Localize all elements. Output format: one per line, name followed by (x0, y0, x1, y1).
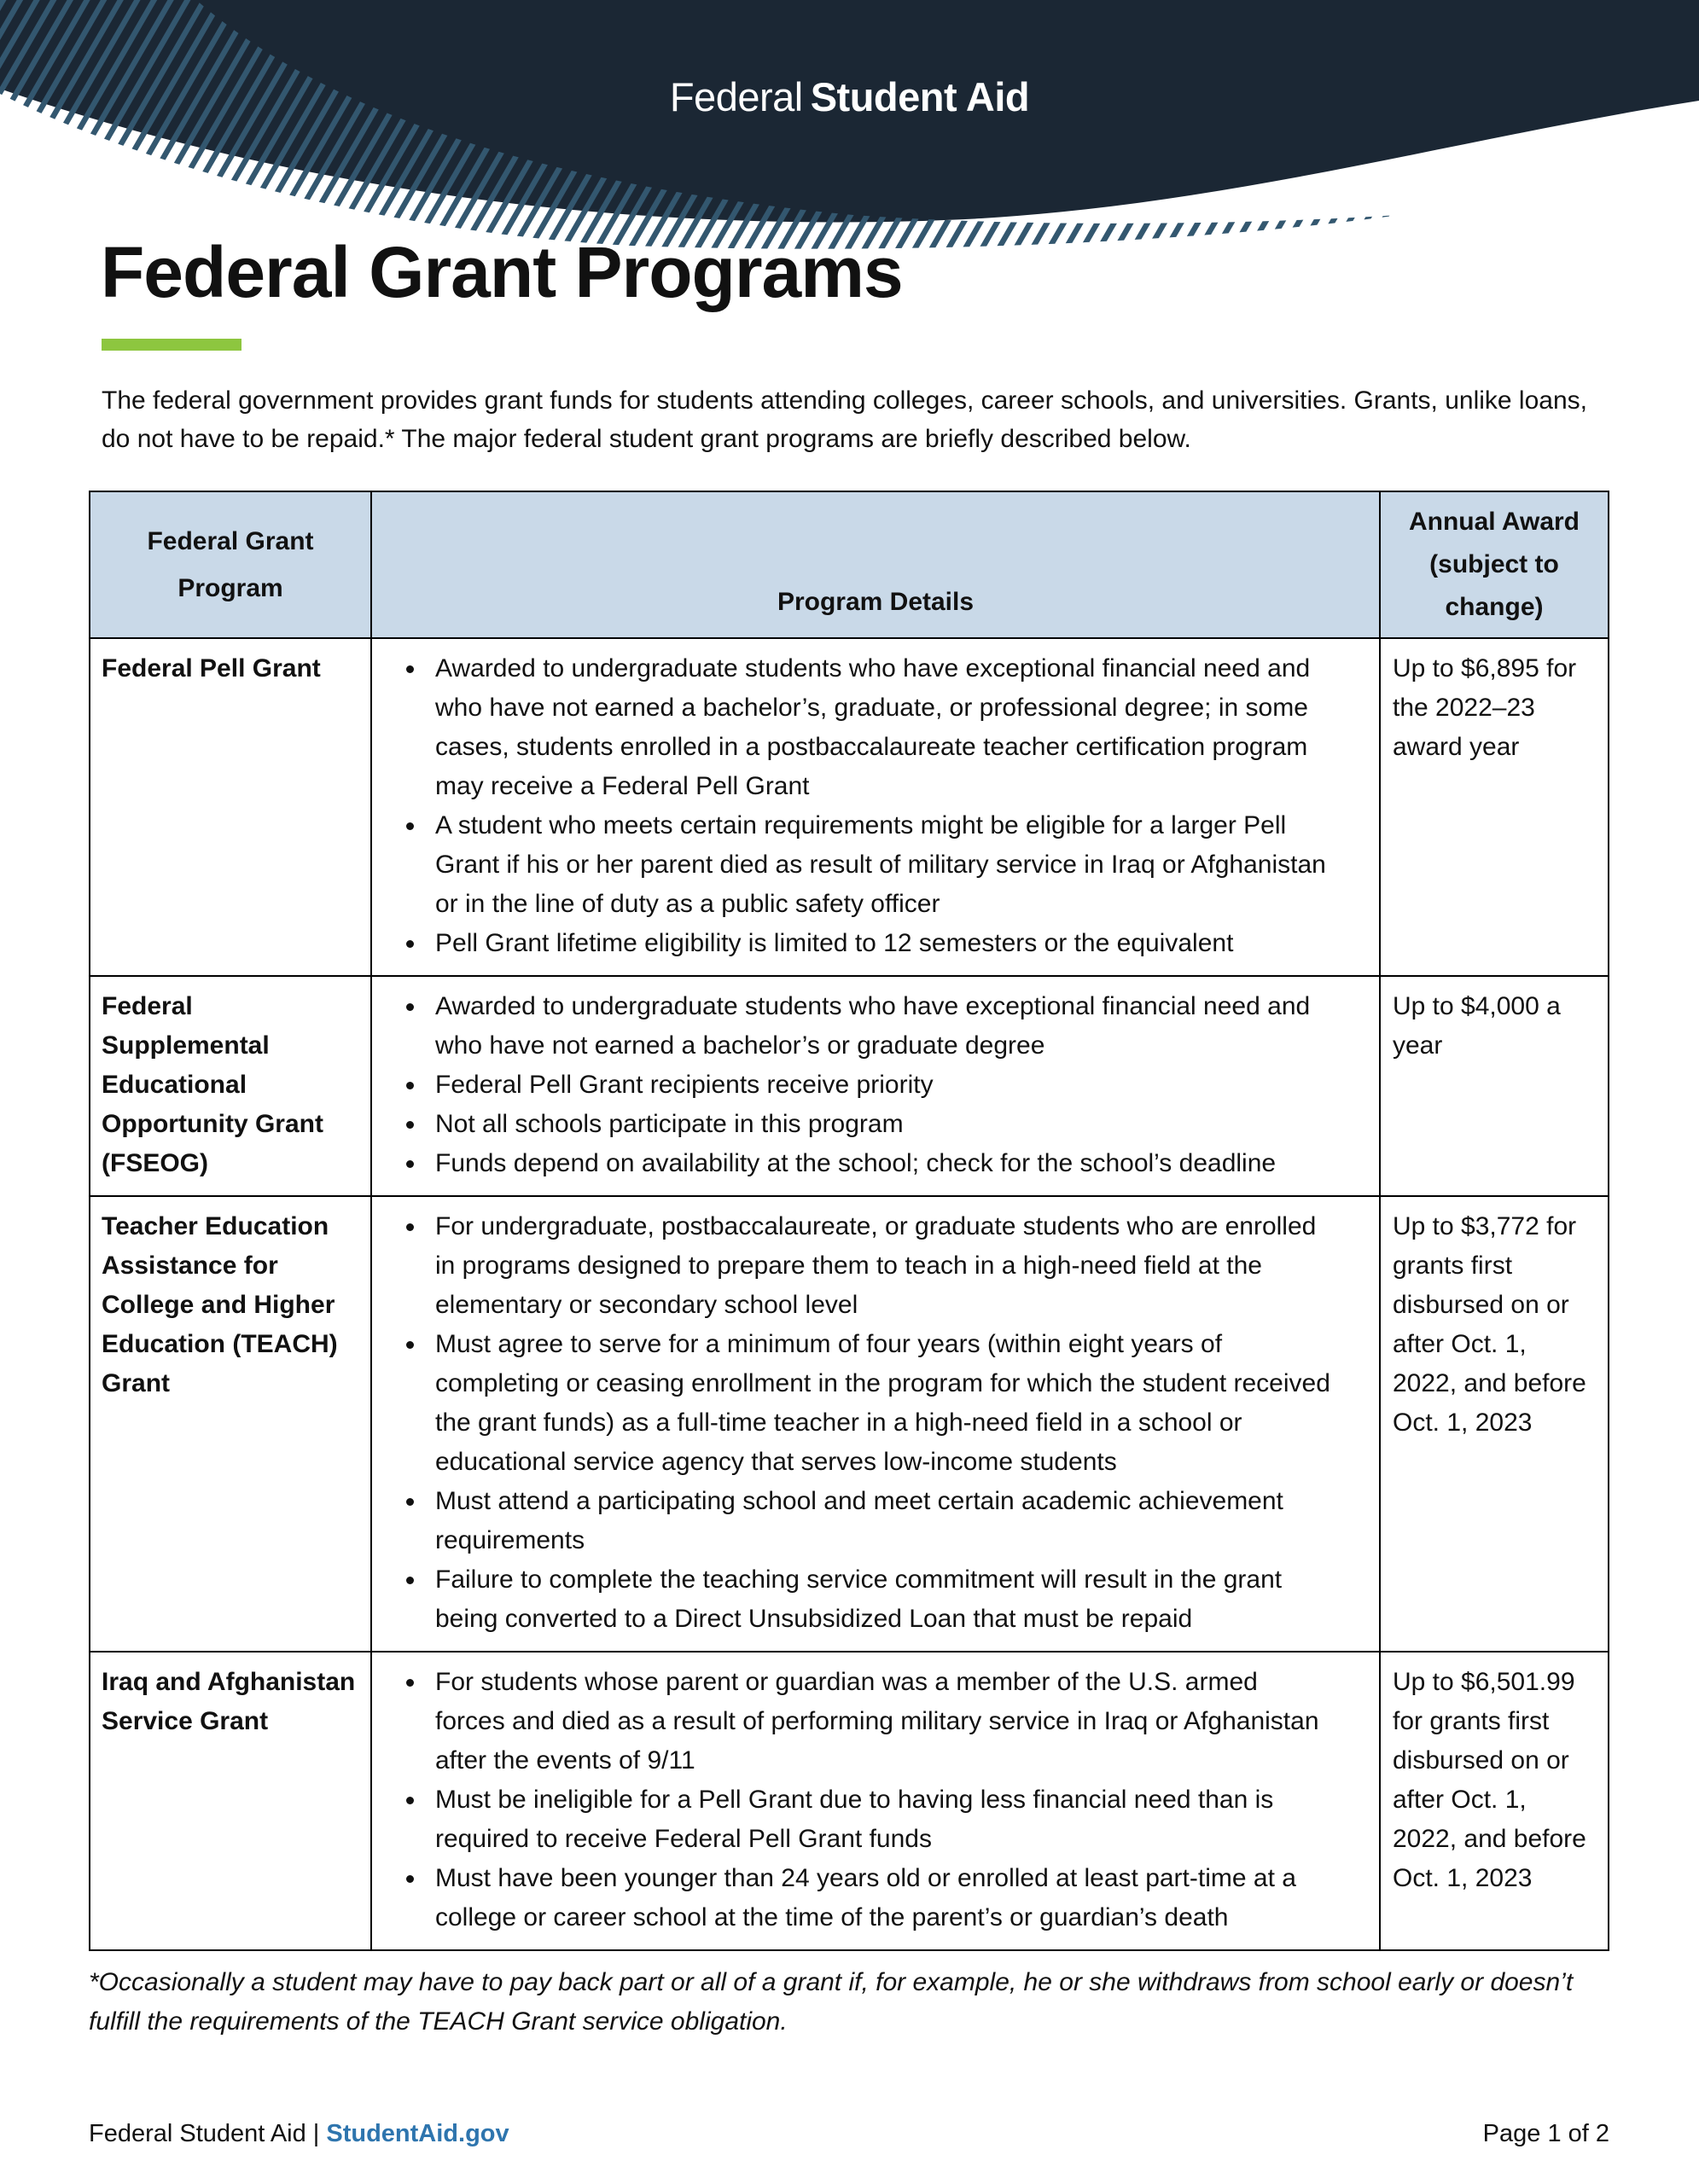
program-details-cell (371, 976, 1380, 1196)
table-row (90, 1196, 1609, 1652)
header-details-column: Program Details (371, 491, 1380, 638)
footer-brand-text: Federal Student Aid | (89, 2120, 327, 2147)
detail-item: • Must be ineligible for a Pell Grant due to having less financial need than is required to receive Federal Pell Grant funds (427, 1780, 1331, 1859)
details-list (372, 649, 1367, 963)
detail-item: • For undergraduate, postbaccalaureate, or graduate students who are enrolled in programs designed to prepare them to teach in a high-need field at the elementary or secondary school level (427, 1207, 1331, 1325)
details-list (372, 1663, 1367, 1937)
program-name-cell: Iraq and Afghanistan Service Grant (90, 1652, 371, 1950)
header-program-column: Federal Grant Program (90, 491, 371, 638)
grant-programs-table (89, 491, 1609, 1951)
page-title: Federal Grant Programs (101, 232, 903, 312)
intro-paragraph: The federal government provides grant funds for students attending colleges, career schools, and universities. Grants, unlike loans, do not have to be repaid.* The major federal student grant programs are briefly described below. (102, 386, 1587, 453)
page-number: Page 1 of 2 (1482, 2120, 1609, 2147)
detail-item: • Awarded to undergraduate students who have exceptional financial need and who have not earned a bachelor’s, graduate, or professional degree; in some cases, students enrolled in a postbaccalaureate teacher certification program may receive a Federal Pell Grant (427, 649, 1331, 806)
studentaid-gov-link[interactable]: StudentAid.gov (326, 2120, 509, 2147)
page-footer (89, 2120, 1609, 2148)
detail-item: • Must have been younger than 24 years old or enrolled at least part-time at a college or career school at the time of the parent’s or guardian’s death (427, 1859, 1331, 1937)
header-award-column (1380, 491, 1609, 638)
detail-item: • Must attend a participating school and meet certain academic achievement requirements (427, 1482, 1331, 1560)
table-row (90, 1652, 1609, 1950)
program-name-cell: Federal Pell Grant (90, 638, 371, 976)
grant-table-body (90, 638, 1609, 1950)
details-list (372, 987, 1367, 1183)
detail-item: • Awarded to undergraduate students who have exceptional financial need and who have not earned a bachelor’s or graduate degree (427, 987, 1331, 1066)
annual-award-cell: Up to $3,772 for grants first disbursed on or after Oct. 1, 2022, and before Oct. 1, 2023 (1380, 1196, 1609, 1652)
table-footnote: *Occasionally a student may have to pay back part or all of a grant if, for example, he or she withdraws from school early or doesn’t fulfill the requirements of the TEACH Grant service obligation. (89, 1968, 1574, 2036)
detail-item: • A student who meets certain requirements might be eligible for a larger Pell Grant if his or her parent died as result of military service in Iraq or Afghanistan or in the line of duty as a public safety officer (427, 806, 1331, 924)
table-header-row (90, 491, 1609, 638)
header-award-subtitle: (subject to change) (1429, 550, 1559, 621)
detail-item: • Federal Pell Grant recipients receive priority (427, 1066, 1331, 1105)
detail-item: • For students whose parent or guardian was a member of the U.S. armed forces and died as a result of performing military service in Iraq or Afghanistan after the events of 9/11 (427, 1663, 1331, 1780)
detail-item: • Not all schools participate in this program (427, 1105, 1331, 1144)
detail-item: • Funds depend on availability at the school; check for the school’s deadline (427, 1144, 1331, 1183)
program-details-cell (371, 1196, 1380, 1652)
table-row (90, 976, 1609, 1196)
program-name-cell: Teacher Education Assistance for College and Higher Education (TEACH) Grant (90, 1196, 371, 1652)
annual-award-cell: Up to $4,000 a year (1380, 976, 1609, 1196)
green-accent-bar (102, 339, 241, 351)
footer-brand (89, 2120, 509, 2148)
program-details-cell (371, 638, 1380, 976)
annual-award-cell: Up to $6,501.99 for grants first disbursed on or after Oct. 1, 2022, and before Oct. 1, 2023 (1380, 1652, 1609, 1950)
logo-word-student-aid: Student Aid (810, 74, 1030, 119)
detail-item: • Failure to complete the teaching service commitment will result in the grant being converted to a Direct Unsubsidized Loan that must be repaid (427, 1560, 1331, 1639)
program-details-cell (371, 1652, 1380, 1950)
details-list (372, 1207, 1367, 1639)
annual-award-cell: Up to $6,895 for the 2022–23 award year (1380, 638, 1609, 976)
detail-item: • Pell Grant lifetime eligibility is limited to 12 semesters or the equivalent (427, 924, 1331, 963)
table-row (90, 638, 1609, 976)
program-name-cell: Federal Supplemental Educational Opportunity Grant (FSEOG) (90, 976, 371, 1196)
logo-word-federal: Federal (669, 74, 803, 119)
detail-item: • Must agree to serve for a minimum of four years (within eight years of completing or ceasing enrollment in the program for which the student received the grant funds) as a full-time teacher in a high-need field in a school or educational service agency that serves low-income students (427, 1325, 1331, 1482)
header-award-title: Annual Award (1408, 508, 1580, 536)
